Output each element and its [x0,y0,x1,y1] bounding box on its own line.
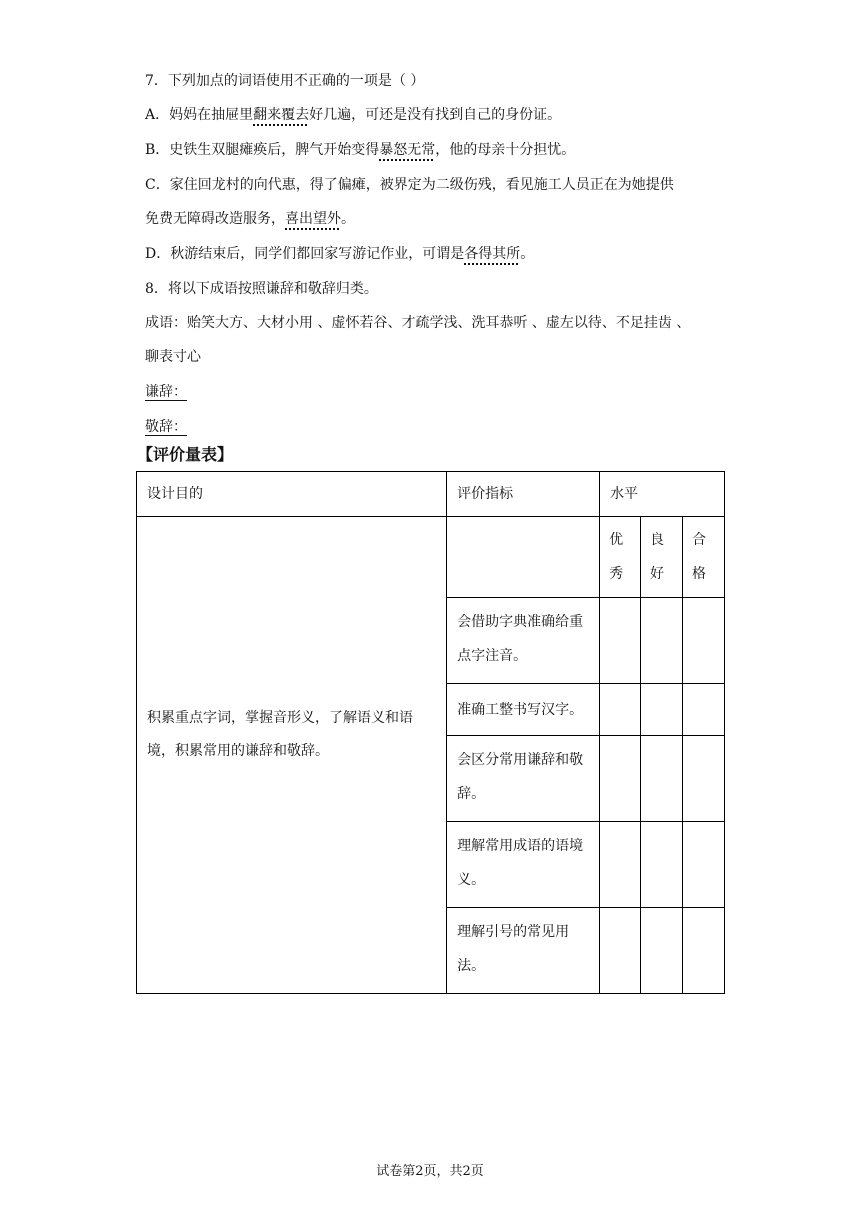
rating-cell[interactable] [641,908,683,994]
level-good: 良好 [641,517,683,598]
respect-label: 敬辞： [145,419,187,435]
respect-answer-line [145,418,730,436]
q7-option-b: B．史铁生双腿瘫痪后，脾气开始变得暴怒无常，他的母亲十分担忧。 [145,142,576,158]
rating-cell[interactable] [683,736,725,822]
rating-cell[interactable] [600,736,641,822]
humble-answer-line [145,383,730,401]
level-pass: 合格 [683,517,725,598]
rating-cell[interactable] [600,598,641,684]
q7-stem: 7．下列加点的词语使用不正确的一项是（ ） [145,73,425,89]
q8-idioms: 成语：贻笑大方、大材小用 、虚怀若谷、才疏学浅、洗耳恭听 、虚左以待、不足挂齿 、 [145,315,691,331]
indicator-cell: 会区分常用谦辞和敬辞。 [447,736,600,822]
q7-option-c-cont: 免费无障碍改造服务，喜出望外。 [145,211,355,227]
level-excellent: 优秀 [600,517,641,598]
emphasized-term: 翻来覆去 [253,107,310,123]
q8-idioms-cont: 聊表寸心 [145,349,201,365]
emphasized-term: 暴怒无常 [379,142,436,158]
rating-cell[interactable] [683,908,725,994]
humble-label: 谦辞： [145,384,187,400]
q7-option-c: C．家住回龙村的向代惠，得了偏瘫，被界定为二级伤残，看见施工人员正在为她提供 [145,177,674,193]
rating-cell[interactable] [683,684,725,736]
header-row [137,472,725,517]
indicator-cell: 准确工整书写汉字。 [447,684,600,736]
level-row [137,517,725,598]
q8-stem: 8．将以下成语按照谦辞和敬辞归类。 [145,281,378,297]
q7-option-a: A．妈妈在抽屉里翻来覆去好几遍，可还是没有找到自己的身份证。 [145,107,562,123]
indicator-cell: 会借助字典准确给重点字注音。 [447,598,600,684]
header-indicator: 评价指标 [447,472,600,517]
purpose-cell: 积累重点字词，掌握音形义，了解语义和语境，积累常用的谦辞和敬辞。 [137,517,447,994]
indicator-blank [447,517,600,598]
rating-cell[interactable] [683,822,725,908]
header-purpose: 设计目的 [137,472,447,517]
rating-cell[interactable] [600,908,641,994]
indicator-cell: 理解引号的常见用法。 [447,908,600,994]
rating-cell[interactable] [683,598,725,684]
rating-cell[interactable] [641,684,683,736]
rating-cell[interactable] [641,822,683,908]
rubric-table [136,471,725,994]
rating-cell[interactable] [641,598,683,684]
emphasized-term: 各得其所 [464,246,521,262]
rating-cell[interactable] [641,736,683,822]
rating-cell[interactable] [600,684,641,736]
question-area [145,72,730,436]
rubric-title: 【评价量表】 [137,445,234,464]
q7-option-d: D．秋游结束后，同学们都回家写游记作业，可谓是各得其所。 [145,246,535,262]
emphasized-term: 喜出望外 [285,211,341,227]
page-footer: 试卷第2页，共2页 [376,1164,484,1179]
header-level: 水平 [600,472,725,517]
rating-cell[interactable] [600,822,641,908]
indicator-cell: 理解常用成语的语境义。 [447,822,600,908]
